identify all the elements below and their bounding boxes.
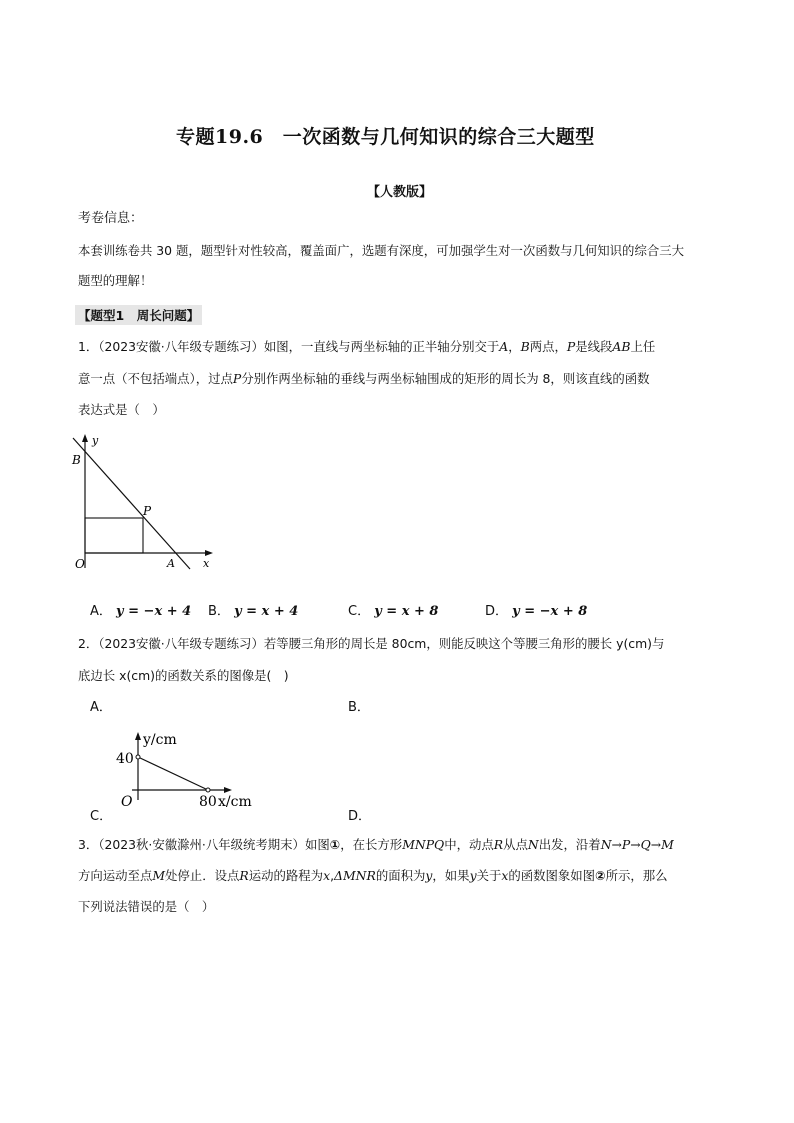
q2-figure [112,726,262,812]
q3-var-m: M [152,868,166,883]
q1-option-d [485,603,587,621]
q1-comma: ， [508,339,521,354]
edition-label: 【人教版】 [367,185,433,200]
q1-var-p: P [232,371,242,386]
label-y: y [92,434,99,447]
q1-line-1 [78,338,655,356]
q1-line-2 [78,370,650,388]
q3-text: 运动的路程为 [248,868,324,883]
q3-var-y: y [469,868,477,883]
label-a: A [167,557,175,570]
q3-text: 的函数图象如图 [508,868,596,883]
q2-line-1: 2．（2023安徽·八年级专题练习）若等腰三角形的周长是 80cm，则能反映这个等腰三角形的腰长 y(cm)与 [78,636,665,651]
q1-var-a: A [499,339,509,354]
exam-info-label: 考卷信息： [78,211,144,226]
q3-figure-ref: ① [329,837,341,852]
q3-var-r: R [239,868,249,883]
q1-options [90,603,191,621]
q3-line-3: 下列说法错误的是（ ） [78,899,215,914]
option-a-label: A． [90,604,112,619]
q1-option-b [208,603,298,621]
q1-text: 上任 [630,339,656,354]
option-b-label: B． [208,604,230,619]
q3-text: 关于 [476,868,502,883]
q3-path: N→P→Q→M [600,837,674,852]
y-axis-arrow [82,434,88,442]
q3-text: 所示，那么 [605,868,668,883]
q3-var-tri: ΔMNR [334,868,376,883]
q3-var-x: x [501,868,509,883]
page-title: 专题19.6 一次函数与几何知识的综合三大题型 [176,126,595,148]
q3-line-2 [78,867,668,885]
q2-option-c: C． [90,809,113,824]
q3-text: ，如果 [432,868,470,883]
q3-text: 中，动点 [444,837,494,852]
intro-line-2: 题型的理解！ [78,273,153,288]
option-d-expr: y = −x + 8 [512,604,588,619]
q3-text: 方向运动至点 [78,868,153,883]
section-heading-1: 【题型1 周长问题】 [75,305,202,325]
q1-var-b: B [520,339,530,354]
line-ab [73,438,190,569]
y-tick-40: 40 [116,751,134,767]
q3-text: 出发，沿着 [538,837,601,852]
graph-line [138,757,208,790]
q1-option-c [348,603,438,621]
q1-figure [66,430,226,576]
q3-text: , [330,868,335,883]
option-d-label: D． [485,604,509,619]
q1-text: 是线段 [575,339,613,354]
q3-var-mnpq: MNPQ [402,837,445,852]
option-b-expr: y = x + 4 [234,604,299,619]
q1-line-3: 表达式是（ ） [78,402,165,417]
q3-text: 从点 [503,837,528,852]
x-tick-80: 80 [199,794,217,810]
y-axis-arrow [135,732,141,740]
q2-option-a: A． [90,700,112,715]
q3-text: 处停止．设点 [165,868,240,883]
q2-line-2: 底边长 x(cm)的函数关系的图像是( ) [78,668,289,683]
label-x: x [203,557,210,570]
intro-line-1: 本套训练卷共 30 题，题型针对性较高，覆盖面广，选题有深度，可加强学生对一次函数与几何知识的综合三大 [78,243,685,258]
q1-var-ab: AB [612,339,631,354]
q3-line-1 [78,836,674,854]
label-p: P [143,504,152,518]
q3-figure-ref: ② [595,868,606,883]
q3-text: ，在长方形 [340,837,403,852]
x-axis-label: x/cm [218,794,252,810]
q3-text: 的面积为 [375,868,426,883]
q1-text: 分别作两坐标轴的垂线与两坐标轴围成的矩形的周长为 8，则该直线的函数 [241,371,650,386]
q3-var-y: y [425,868,433,883]
option-c-expr: y = x + 8 [374,604,439,619]
x-axis-arrow [205,550,213,556]
label-b: B [72,453,81,467]
q3-var-n: N [527,837,539,852]
q2-option-b: B． [348,700,370,715]
origin-label: O [121,794,133,810]
y-axis-label: y/cm [143,732,177,748]
q1-text: 意一点（不包括端点），过点 [78,371,233,386]
q3-var-r: R [493,837,504,852]
option-c-label: C． [348,604,371,619]
option-a-expr: y = −x + 4 [116,604,192,619]
rectangle [85,518,143,553]
q3-text: 3．（2023秋·安徽滁州·八年级统考期末）如图 [78,837,330,852]
q3-var-x: x [323,868,331,883]
label-o: O [75,557,85,571]
open-point-right [206,788,210,792]
q2-option-d: D． [348,809,372,824]
q1-text: 1．（2023安徽·八年级专题练习）如图，一直线与两坐标轴的正半轴分别交于 [78,339,500,354]
open-point-top [136,755,140,759]
x-axis-arrow [224,787,232,793]
q1-text: 两点， [529,339,567,354]
q1-var-p: P [566,339,576,354]
